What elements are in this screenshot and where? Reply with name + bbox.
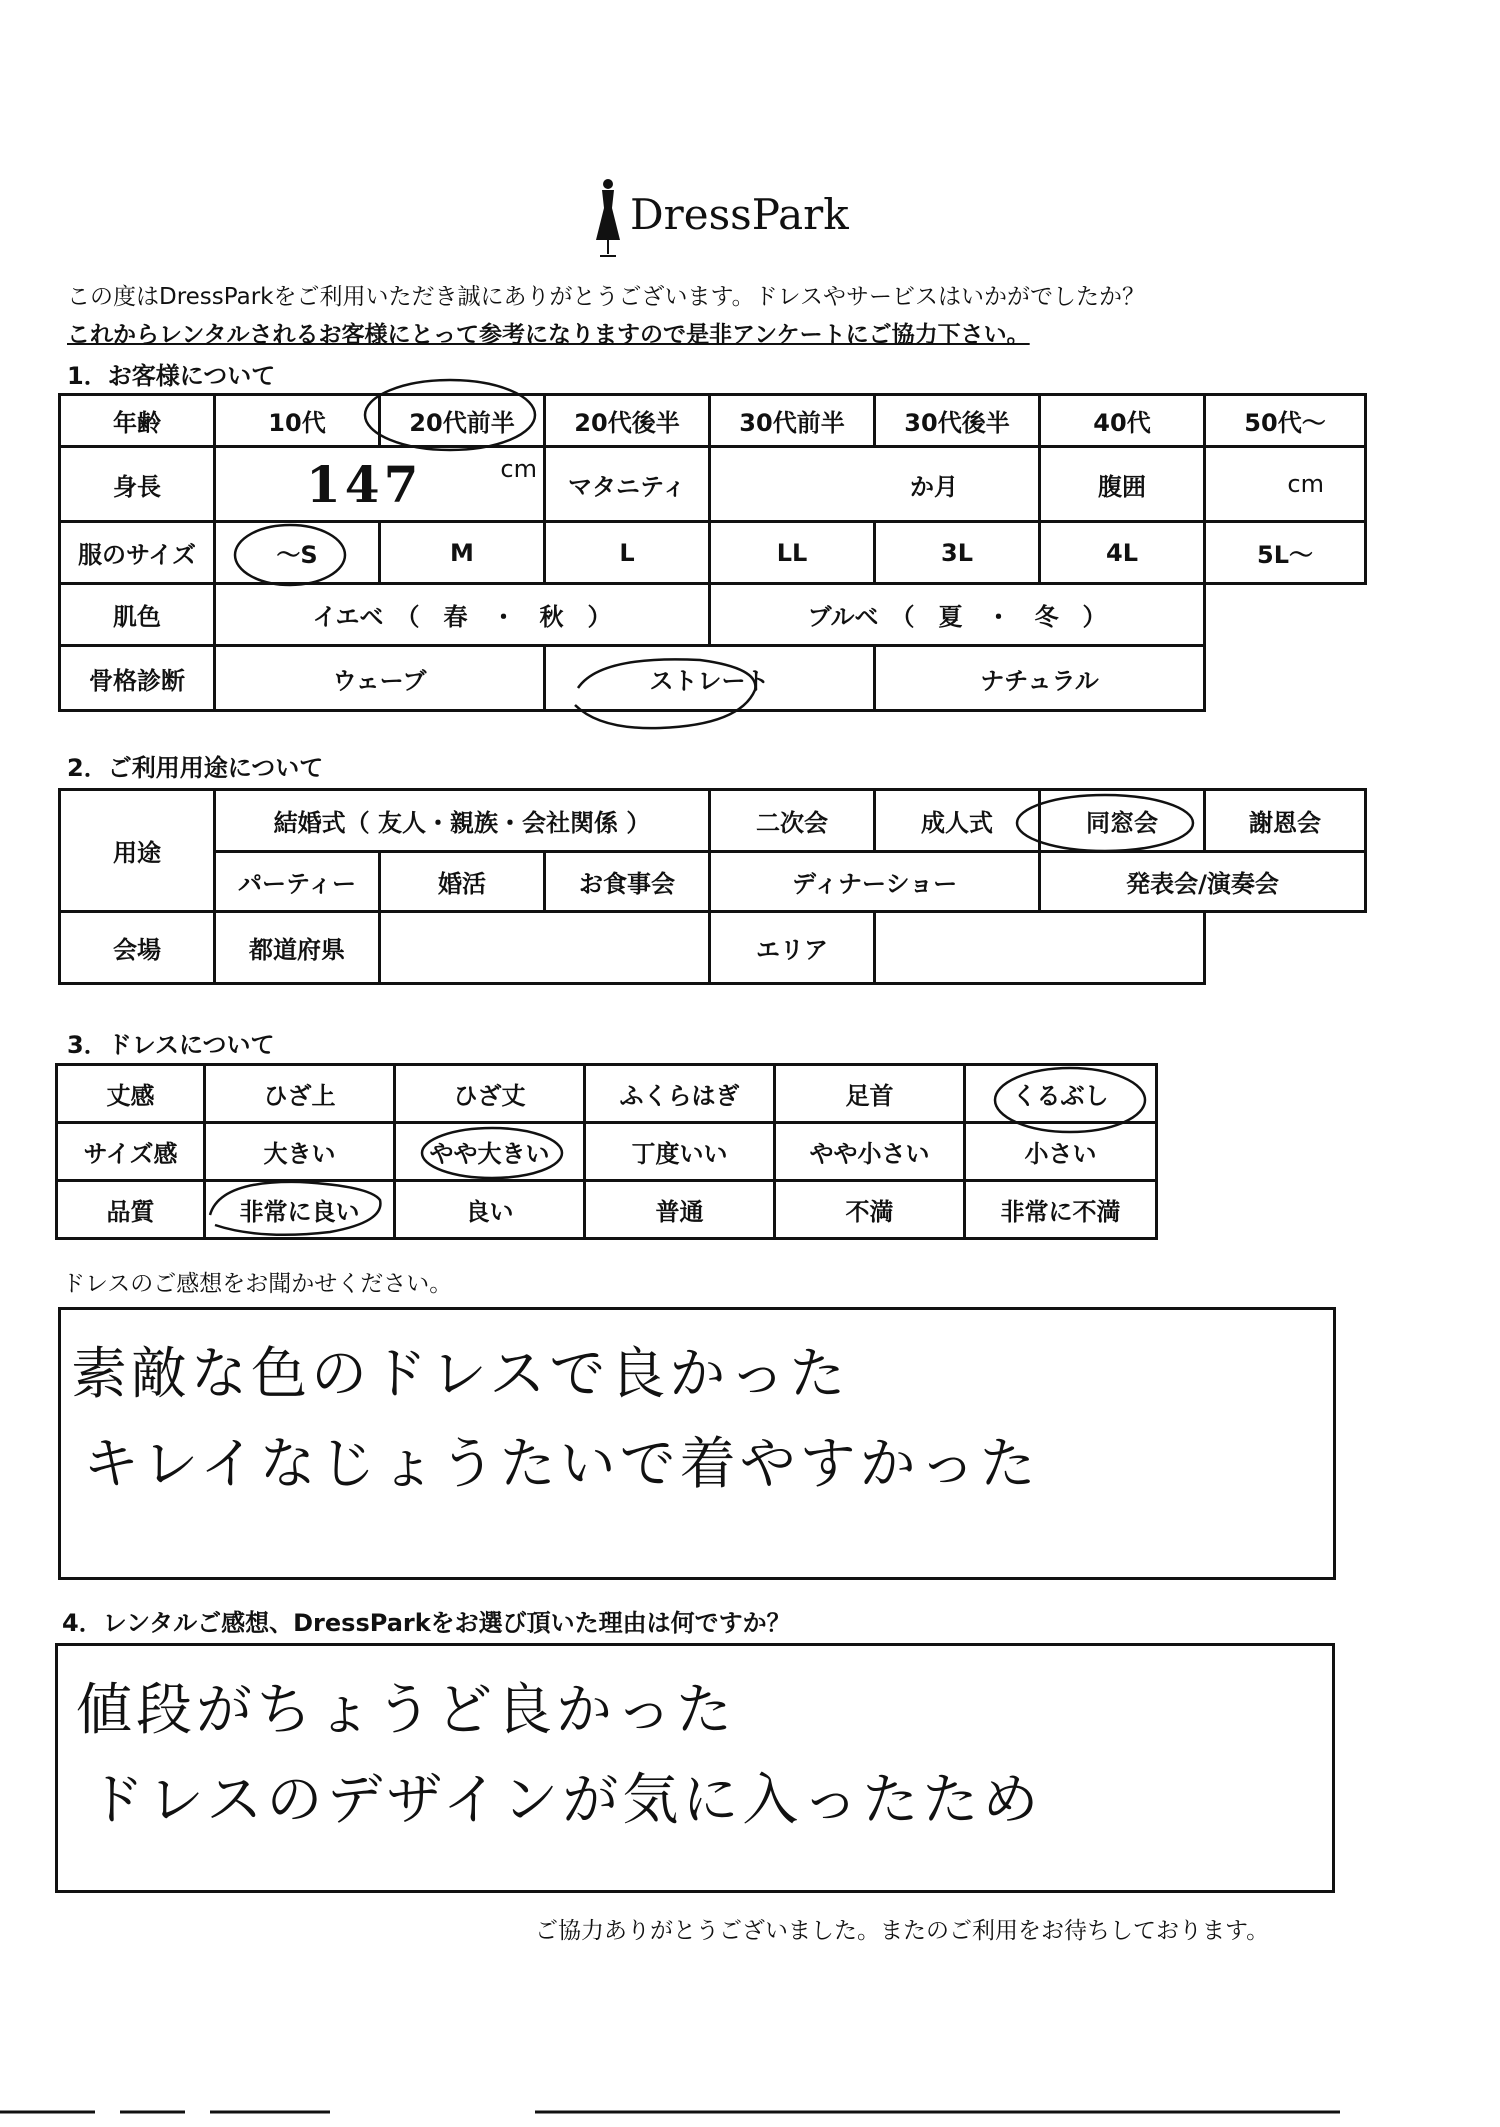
purpose-recital[interactable]: 発表会/演奏会 — [1040, 852, 1366, 912]
size-option-m[interactable]: M — [380, 522, 545, 584]
empty-cell — [1205, 912, 1366, 984]
length-option-knee[interactable]: ひざ丈 — [395, 1065, 585, 1123]
purpose-dinner-show[interactable]: ディナーショー — [710, 852, 1040, 912]
height-value: 147 — [306, 454, 423, 514]
venue-label: 会場 — [60, 912, 215, 984]
size-option-l[interactable]: L — [545, 522, 710, 584]
waist-label: 腹囲 — [1040, 447, 1205, 522]
section2-title: 2．ご利用用途について — [67, 754, 324, 782]
length-option-above-knee[interactable]: ひざ上 — [205, 1065, 395, 1123]
purpose-konkatsu[interactable]: 婚活 — [380, 852, 545, 912]
thank-you-footer: ご協力ありがとうございました。またのご利用をお待ちしております。 — [535, 1918, 1270, 1944]
section4-title: 4．レンタルご感想、DressParkをお選び頂いた理由は何ですか？ — [62, 1609, 791, 1637]
length-option-ankle[interactable]: 足首 — [775, 1065, 965, 1123]
fit-option-slightly-large[interactable]: やや大きい — [395, 1123, 585, 1181]
purpose-party[interactable]: パーティー — [215, 852, 380, 912]
purpose-dinner[interactable]: お食事会 — [545, 852, 710, 912]
maternity-months[interactable]: か月 — [710, 447, 1040, 522]
size-option-5l[interactable]: 5L～ — [1205, 522, 1366, 584]
body-option-straight[interactable]: ストレート — [545, 646, 875, 711]
customer-table — [58, 393, 1367, 712]
size-label: 服のサイズ — [60, 522, 215, 584]
purpose-wedding[interactable]: 結婚式（ 友人・親族・会社関係 ） — [215, 790, 710, 852]
dress-comment-prompt: ドレスのご感想をお聞かせください。 — [62, 1271, 453, 1297]
size-option-s[interactable]: ～S — [215, 522, 380, 584]
section3-title: 3．ドレスについて — [67, 1031, 275, 1059]
quality-option-dissatisfied[interactable]: 不満 — [775, 1181, 965, 1239]
age-label: 年齢 — [60, 395, 215, 447]
dress-comment-line-1: 素敵な色のドレスで良かった — [71, 1342, 850, 1407]
fit-option-just-right[interactable]: 丁度いい — [585, 1123, 775, 1181]
brand-name: DressPark — [630, 190, 849, 239]
section1-title: 1．お客様について — [67, 362, 276, 390]
intro-line-2: これからレンタルされるお客様にとって参考になりますので是非アンケートにご協力下さい。 — [67, 322, 1030, 348]
prefecture-field[interactable] — [380, 912, 710, 984]
fit-option-slightly-small[interactable]: やや小さい — [775, 1123, 965, 1181]
rental-comment-line-1: 値段がちょうど良かった — [76, 1678, 736, 1743]
dress-comment-box[interactable] — [58, 1307, 1336, 1580]
body-option-natural[interactable]: ナチュラル — [875, 646, 1205, 711]
purpose-label: 用途 — [60, 790, 215, 912]
fit-option-large[interactable]: 大きい — [205, 1123, 395, 1181]
dress-icon — [590, 178, 626, 258]
skin-label: 肌色 — [60, 584, 215, 646]
area-label: エリア — [710, 912, 875, 984]
body-type-label: 骨格診断 — [60, 646, 215, 711]
age-option-early-20s[interactable]: 20代前半 — [380, 395, 545, 447]
fit-label: サイズ感 — [57, 1123, 205, 1181]
area-field[interactable] — [875, 912, 1205, 984]
size-option-3l[interactable]: 3L — [875, 522, 1040, 584]
dress-table — [55, 1063, 1158, 1240]
height-unit: cm — [500, 454, 537, 483]
length-option-anklebone[interactable]: くるぶし — [965, 1065, 1157, 1123]
skin-yellow-base[interactable]: イエベ （ 春 ・ 秋 ） — [215, 584, 710, 646]
empty-cell — [1205, 646, 1366, 711]
length-label: 丈感 — [57, 1065, 205, 1123]
rental-comment-line-2: ドレスのデザインが気に入ったため — [88, 1768, 1043, 1833]
purpose-table — [58, 788, 1367, 985]
intro-line-1: この度はDressParkをご利用いただき誠にありがとうございます。ドレスやサービスはいかがでしたか？ — [67, 284, 1145, 310]
empty-cell — [1205, 584, 1366, 646]
skin-blue-base[interactable]: ブルベ （ 夏 ・ 冬 ） — [710, 584, 1205, 646]
quality-option-good[interactable]: 良い — [395, 1181, 585, 1239]
height-field[interactable] — [215, 447, 545, 522]
size-option-4l[interactable]: 4L — [1040, 522, 1205, 584]
age-option-late-30s[interactable]: 30代後半 — [875, 395, 1040, 447]
age-option-40s[interactable]: 40代 — [1040, 395, 1205, 447]
age-option-50s[interactable]: 50代～ — [1205, 395, 1366, 447]
length-option-calf[interactable]: ふくらはぎ — [585, 1065, 775, 1123]
quality-option-very-good[interactable]: 非常に良い — [205, 1181, 395, 1239]
quality-option-very-dissatisfied[interactable]: 非常に不満 — [965, 1181, 1157, 1239]
dresspark-logo — [590, 178, 930, 258]
purpose-coming-of-age[interactable]: 成人式 — [875, 790, 1040, 852]
quality-label: 品質 — [57, 1181, 205, 1239]
age-option-10s[interactable]: 10代 — [215, 395, 380, 447]
dress-comment-line-2: キレイなじょうたいで着やすかった — [83, 1432, 1040, 1497]
size-option-ll[interactable]: LL — [710, 522, 875, 584]
fit-option-small[interactable]: 小さい — [965, 1123, 1157, 1181]
rental-comment-box[interactable] — [55, 1643, 1335, 1893]
purpose-reunion[interactable]: 同窓会 — [1040, 790, 1205, 852]
maternity-label: マタニティ — [545, 447, 710, 522]
prefecture-label: 都道府県 — [215, 912, 380, 984]
waist-unit[interactable]: cm — [1205, 447, 1366, 522]
body-option-wave[interactable]: ウェーブ — [215, 646, 545, 711]
quality-option-average[interactable]: 普通 — [585, 1181, 775, 1239]
age-option-early-30s[interactable]: 30代前半 — [710, 395, 875, 447]
age-option-late-20s[interactable]: 20代後半 — [545, 395, 710, 447]
purpose-after-party[interactable]: 二次会 — [710, 790, 875, 852]
height-label: 身長 — [60, 447, 215, 522]
purpose-thank-you-party[interactable]: 謝恩会 — [1205, 790, 1366, 852]
